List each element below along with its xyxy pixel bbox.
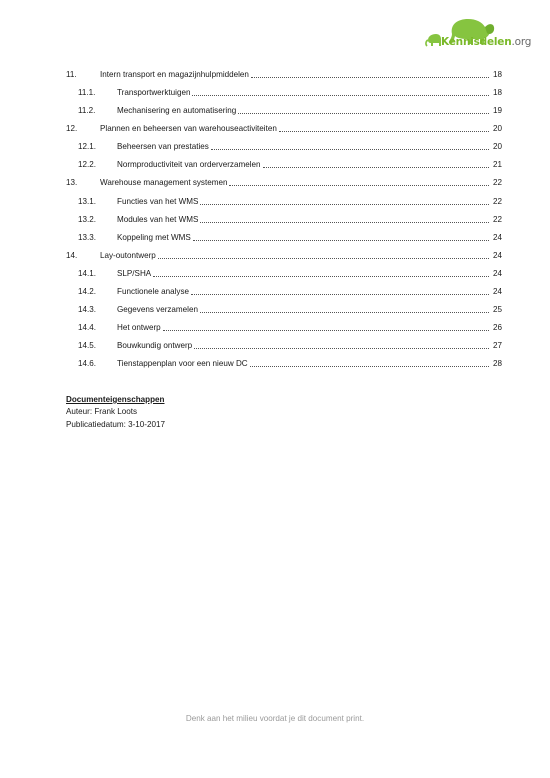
toc-entry-number: 14.3. — [78, 305, 97, 314]
toc-entry-page: 25 — [492, 305, 502, 314]
toc-entry[interactable] — [66, 158, 502, 170]
toc-entry-number: 14.6. — [78, 359, 97, 368]
toc-entry-number: 14.2. — [78, 287, 97, 296]
toc-entry-number: 12.2. — [78, 160, 97, 169]
toc-entry[interactable] — [66, 249, 502, 261]
toc-entry-page: 22 — [492, 215, 502, 224]
toc-entry-page: 20 — [492, 124, 502, 133]
toc-entry[interactable] — [66, 195, 502, 207]
toc-entry-title: Transportwerktuigen — [117, 88, 191, 97]
kennisdelen-logo[interactable] — [424, 16, 536, 52]
toc-dot-leader — [163, 329, 489, 331]
toc-entry-page: 27 — [492, 341, 502, 350]
toc-entry-title: Plannen en beheersen van warehouseactiviteiten — [100, 124, 277, 133]
toc-entry-page: 18 — [492, 88, 502, 97]
toc-entry-number: 11. — [66, 70, 77, 79]
toc-entry-number: 11.2. — [78, 106, 96, 115]
toc-entry[interactable] — [66, 303, 502, 315]
toc-entry-page: 19 — [492, 106, 502, 115]
toc-dot-leader — [192, 94, 489, 96]
toc-dot-leader — [158, 257, 489, 259]
toc-entry-number: 13.2. — [78, 215, 97, 224]
toc-entry[interactable] — [66, 357, 502, 369]
toc-entry-title: Het ontwerp — [117, 323, 161, 332]
toc-entry-title: Bouwkundig ontwerp — [117, 341, 193, 350]
toc-entry-number: 14.1. — [78, 269, 97, 278]
toc-entry[interactable] — [66, 140, 502, 152]
toc-entry-title: Tienstappenplan voor een nieuw DC — [117, 359, 248, 368]
toc-dot-leader — [279, 130, 489, 132]
toc-entry-number: 13.3. — [78, 233, 97, 242]
toc-entry-title: Warehouse management systemen — [100, 178, 228, 187]
toc-entry-number: 12. — [66, 124, 78, 133]
document-properties — [66, 394, 165, 431]
toc-dot-leader — [193, 239, 489, 241]
toc-entry-number: 14.5. — [78, 341, 97, 350]
toc-entry[interactable] — [66, 104, 502, 116]
toc-entry-title: Koppeling met WMS — [117, 233, 191, 242]
toc-entry[interactable] — [66, 86, 502, 98]
toc-dot-leader — [200, 221, 489, 223]
toc-entry[interactable] — [66, 339, 502, 351]
toc-dot-leader — [194, 347, 489, 349]
toc-entry-page: 26 — [492, 323, 502, 332]
logo-brand: Kennisdelen — [441, 36, 512, 48]
toc-dot-leader — [191, 293, 489, 295]
toc-entry-title: Normproductiviteit van orderverzamelen — [117, 160, 261, 169]
toc-dot-leader — [238, 112, 489, 114]
properties-heading: Documenteigenschappen — [66, 395, 165, 404]
toc-entry-page: 24 — [492, 233, 502, 242]
toc-entry-page: 24 — [492, 269, 502, 278]
toc-entry[interactable] — [66, 321, 502, 333]
toc-dot-leader — [200, 203, 489, 205]
toc-entry-page: 21 — [492, 160, 502, 169]
author-line: Auteur: Frank Loots — [66, 407, 138, 417]
toc-entry-number: 14. — [66, 251, 78, 260]
toc-entry-page: 22 — [492, 197, 502, 206]
toc-entry-title: Beheersen van prestaties — [117, 142, 209, 151]
footer-note: Denk aan het milieu voordat je dit document print. — [185, 714, 365, 723]
toc-entry-title: Functionele analyse — [117, 287, 189, 296]
toc-entry[interactable] — [66, 231, 502, 243]
toc-entry[interactable] — [66, 176, 502, 188]
toc-entry-page: 20 — [492, 142, 502, 151]
toc-entry-title: Intern transport en magazijnhulpmiddelen — [100, 70, 249, 79]
logo-wordmark — [441, 36, 531, 48]
toc-dot-leader — [211, 148, 489, 150]
toc-entry[interactable] — [66, 122, 502, 134]
toc-entry-title: Lay-outontwerp — [100, 251, 156, 260]
toc-entry-number: 11.1. — [78, 88, 96, 97]
toc-entry-page: 24 — [492, 251, 502, 260]
toc-entry[interactable] — [66, 213, 502, 225]
toc-entry-number: 14.4. — [78, 323, 97, 332]
toc-entry-number: 13.1. — [78, 197, 97, 206]
toc-entry[interactable] — [66, 267, 502, 279]
toc-entry[interactable] — [66, 68, 502, 80]
toc-entry-page: 24 — [492, 287, 502, 296]
toc-dot-leader — [251, 76, 489, 78]
toc-entry-page: 18 — [492, 70, 502, 79]
toc-entry-title: Mechanisering en automatisering — [117, 106, 237, 115]
toc-dot-leader — [229, 184, 489, 186]
toc-dot-leader — [263, 166, 490, 168]
logo-tld: .org — [511, 36, 532, 48]
toc-entry[interactable] — [66, 285, 502, 297]
toc-dot-leader — [200, 311, 489, 313]
toc-entry-title: Modules van het WMS — [117, 215, 199, 224]
toc-dot-leader — [153, 275, 489, 277]
toc-entry-page: 22 — [492, 178, 502, 187]
publication-date-line: Publicatiedatum: 3-10-2017 — [66, 419, 165, 429]
toc-entry-title: Functies van het WMS — [117, 197, 199, 206]
toc-entry-page: 28 — [492, 359, 502, 368]
toc-dot-leader — [250, 365, 489, 367]
toc-entry-number: 13. — [66, 178, 78, 187]
toc-entry-title: SLP/SHA — [117, 269, 152, 278]
toc-entry-title: Gegevens verzamelen — [117, 305, 198, 314]
toc-entry-number: 12.1. — [78, 142, 97, 151]
